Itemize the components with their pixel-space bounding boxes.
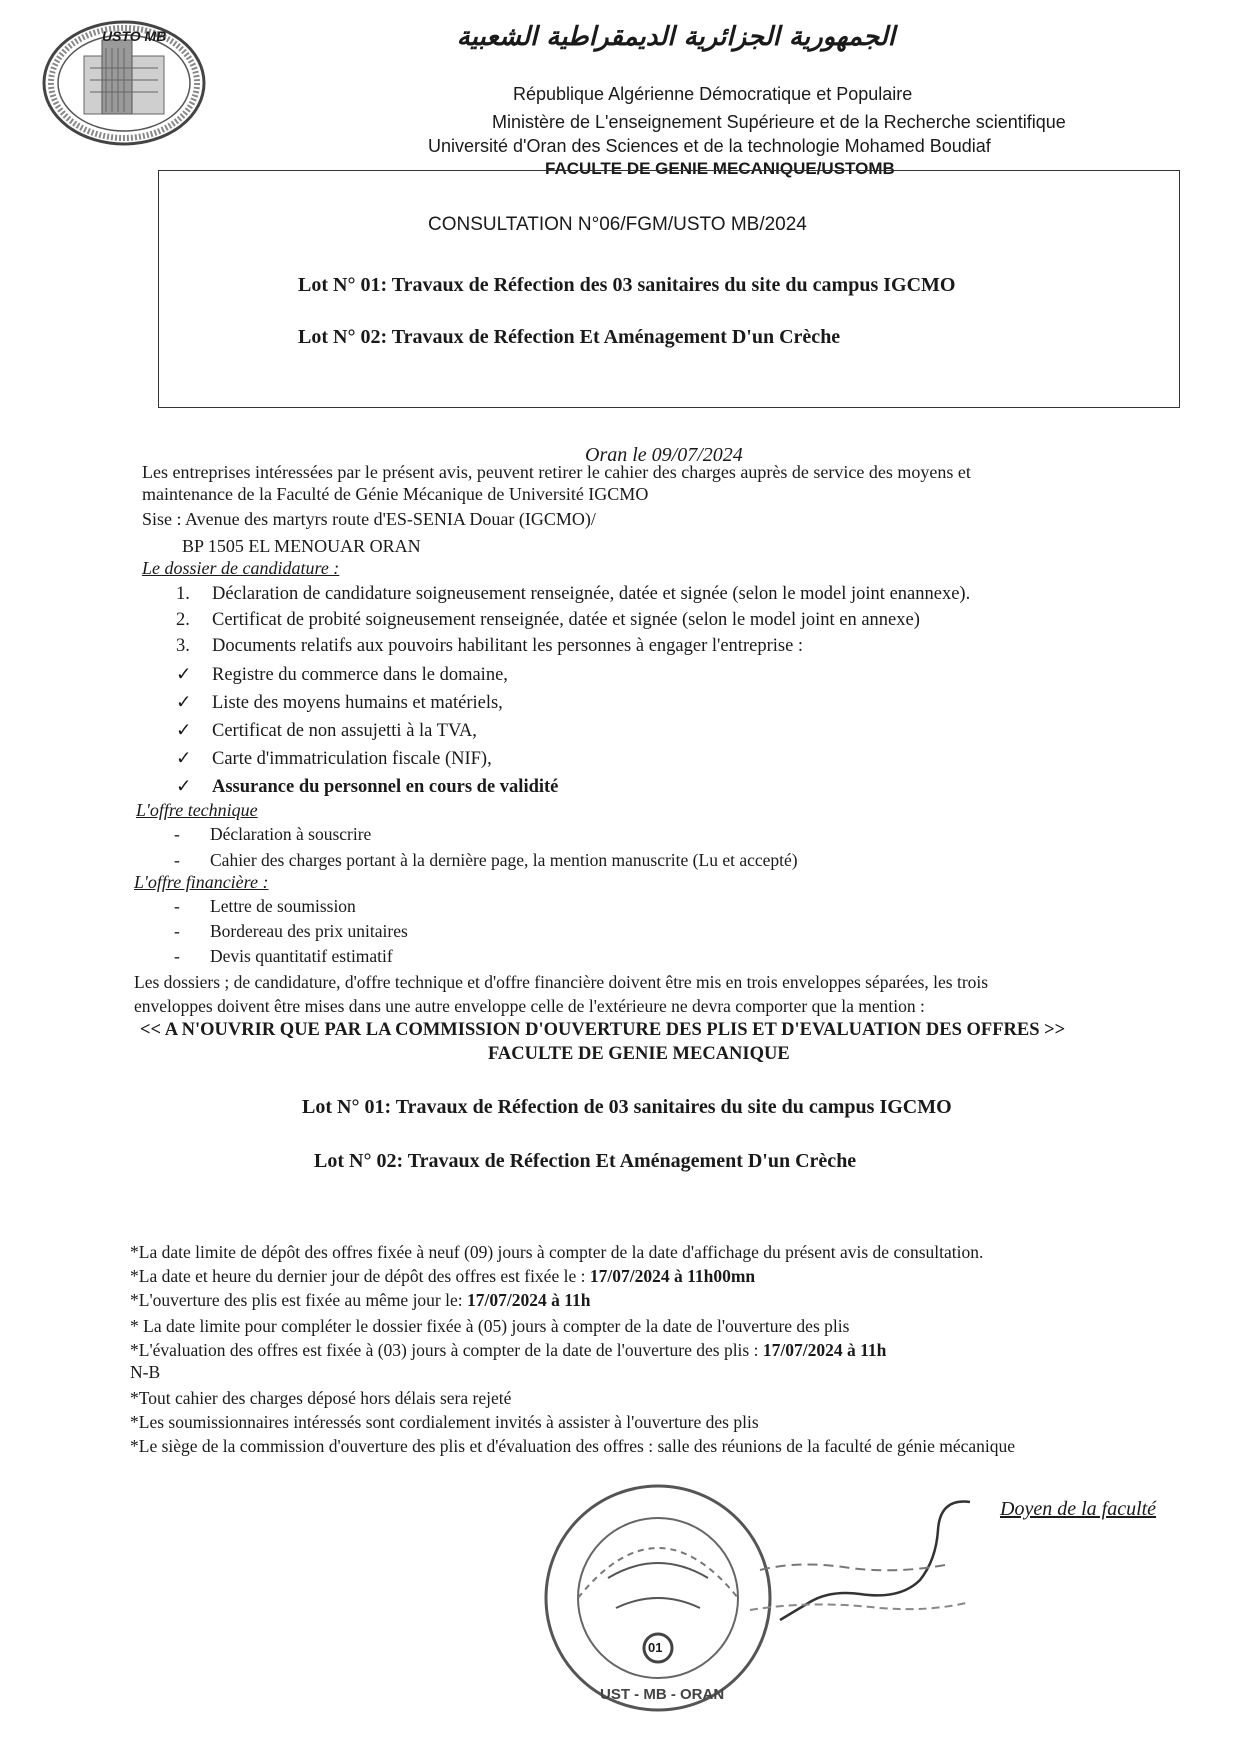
candidature-title: Le dossier de candidature : [142,558,340,578]
box-lot-1: Lot N° 01: Travaux de Réfection des 03 sanitaires du site du campus IGCMO [298,274,956,296]
note-4: * La date limite pour compléter le dossier fixée à (05) jours à compter de la date de l'ouverture des plis [130,1316,850,1336]
university-logo [40,18,208,148]
item-number: 1. [176,584,190,604]
item-text: Certificat de non assujetti à la TVA, [212,721,477,741]
envelope-faculty: FACULTE DE GENIE MECANIQUE [488,1044,790,1064]
candidature-item-1 [176,584,970,605]
header-faculty: FACULTE DE GENIE MECANIQUE/USTOMB [545,159,895,178]
check-icon: ✓ [176,749,192,769]
item-number: 3. [176,636,190,656]
item-text: Certificat de probité soigneusement renseignée, datée et signée (selon le model joint en annexe) [212,610,920,630]
check-item-4 [176,748,492,770]
financiere-title: L'offre financière : [134,872,269,892]
consultation-number: CONSULTATION N°06/FGM/USTO MB/2024 [428,214,807,235]
dash-icon: - [174,921,180,941]
item-text: Carte d'immatriculation fiscale (NIF), [212,749,492,769]
note-date: 17/07/2024 à 11h00mn [589,1266,756,1286]
envelopes-line-1: Les dossiers ; de candidature, d'offre technique et d'offre financière doivent être mis en trois enveloppes séparées, les trois [134,972,989,992]
item-text: Bordereau des prix unitaires [210,921,408,941]
item-number: 2. [176,610,190,630]
check-item-3 [176,720,477,742]
dash-icon: - [174,824,180,844]
signature-title: Doyen de la faculté [1000,1498,1157,1520]
item-text: Devis quantitatif estimatif [210,946,393,966]
note-7: *Les soumissionnaires intéressés sont cordialement invités à assister à l'ouverture des plis [130,1412,759,1432]
dash-icon: - [174,946,180,966]
header-university: Université d'Oran des Sciences et de la technologie Mohamed Boudiaf [428,136,991,156]
envelope-lot-1: Lot N° 01: Travaux de Réfection de 03 sanitaires du site du campus IGCMO [302,1096,952,1118]
item-text: Cahier des charges portant à la dernière page, la mention manuscrite (Lu et accepté) [210,850,798,870]
candidature-item-3 [176,636,803,657]
note-2 [130,1266,755,1287]
stamp-bottom-text: UST - MB - ORAN [600,1686,725,1703]
note-8: *Le siège de la commission d'ouverture des plis et d'évaluation des offres : salle des réunions de la faculté de génie mécanique [130,1436,1016,1456]
note-text: *La date et heure du dernier jour de dépôt des offres est fixée le : [130,1266,590,1286]
intro-line-3: Sise : Avenue des martyrs route d'ES-SENIA Douar (IGCMO)/ [142,509,596,529]
financiere-item-3 [174,946,393,967]
intro-line-1: Les entreprises intéressées par le présent avis, peuvent retirer le cahier des charges auprès de service des moyens et [142,462,971,482]
item-text: Assurance du personnel en cours de validité [212,777,559,797]
note-1: *La date limite de dépôt des offres fixée à neuf (09) jours à compter de la date d'affichage du présent avis de consultation. [130,1242,984,1262]
item-text: Documents relatifs aux pouvoirs habilitant les personnes à engager l'entreprise : [212,636,804,656]
dash-icon: - [174,896,180,916]
check-item-5 [176,776,558,798]
check-icon: ✓ [176,721,192,741]
note-text: *L'ouverture des plis est fixée au même jour le: [130,1290,468,1310]
stamp-number: 01 [648,1640,663,1655]
check-item-1 [176,664,508,686]
intro-line-2: maintenance de la Faculté de Génie Mécanique de Université IGCMO [142,484,649,504]
check-item-2 [176,692,503,714]
item-text: Lettre de soumission [210,896,356,916]
note-5 [130,1340,886,1361]
item-text: Liste des moyens humains et matériels, [212,693,503,713]
financiere-item-1 [174,896,356,917]
envelope-mention: << A N'OUVRIR QUE PAR LA COMMISSION D'OUVERTURE DES PLIS ET D'EVALUATION DES OFFRES >> [140,1020,1066,1040]
intro-line-4: BP 1505 EL MENOUAR ORAN [182,536,421,556]
item-text: Registre du commerce dans le domaine, [212,665,508,685]
technique-title: L'offre technique [136,800,258,820]
note-text: *L'évaluation des offres est fixée à (03) jours à compter de la date de l'ouverture des plis : [130,1340,763,1360]
technique-item-2 [174,850,798,871]
note-date: 17/07/2024 à 11h [467,1290,591,1310]
check-icon: ✓ [176,777,192,797]
date-line: Oran le 09/07/2024 [585,444,743,466]
envelope-lot-2: Lot N° 02: Travaux de Réfection Et Aménagement D'un Crèche [314,1150,857,1172]
note-6: *Tout cahier des charges déposé hors délais sera rejeté [130,1388,512,1408]
arabic-title: الجمهورية الجزائرية الديمقراطية الشعبية [456,22,895,52]
item-text: Déclaration de candidature soigneusement renseignée, datée et signée (selon le model joint enannexe). [212,584,971,604]
envelopes-line-2: enveloppes doivent être mises dans une autre enveloppe celle de l'extérieure ne devra comporter que la mention : [134,996,925,1016]
logo-text: USTO MB [102,28,167,44]
note-nb: N-B [130,1362,161,1382]
note-3 [130,1290,591,1311]
financiere-item-2 [174,921,408,942]
header-ministry: Ministère de L'enseignement Supérieure et de la Recherche scientifique [492,112,1066,132]
check-icon: ✓ [176,693,192,713]
check-icon: ✓ [176,665,192,685]
note-date: 17/07/2024 à 11h [762,1340,887,1360]
item-text: Déclaration à souscrire [210,824,372,844]
handwritten-signature [740,1490,1000,1650]
dash-icon: - [174,850,180,870]
header-republic: République Algérienne Démocratique et Populaire [513,84,913,104]
candidature-item-2 [176,610,920,631]
technique-item-1 [174,824,371,845]
box-lot-2: Lot N° 02: Travaux de Réfection Et Aménagement D'un Crèche [298,326,841,348]
